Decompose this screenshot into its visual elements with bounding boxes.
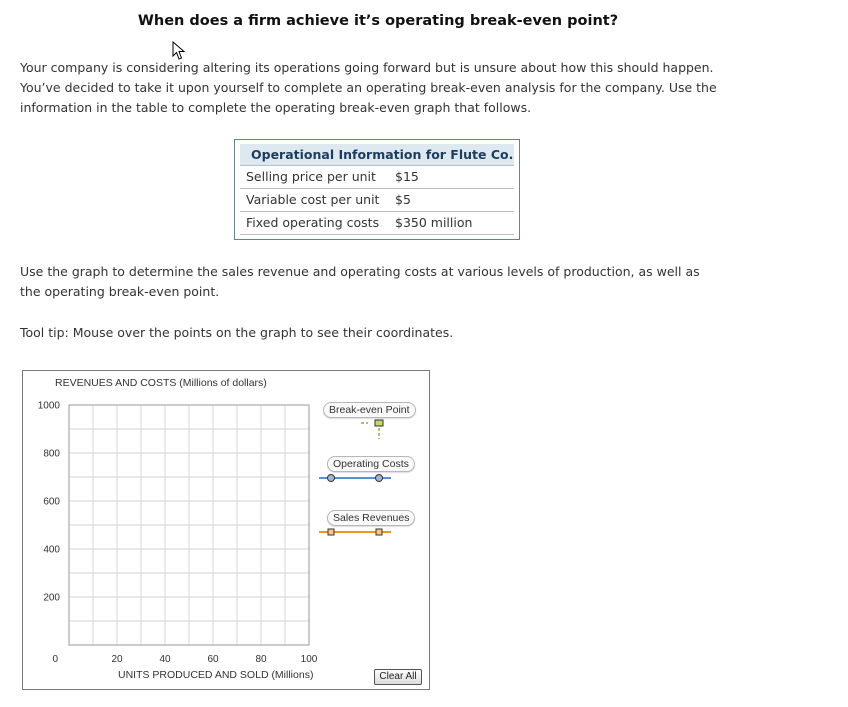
instructions-paragraph: Use the graph to determine the sales revenue and operating costs at various levels of production, as well as the operating break-even point. [20,264,700,299]
x-tick-label: 80 [255,654,267,665]
break-even-graph [22,370,430,690]
x-axis-label: UNITS PRODUCED AND SOLD (Millions) [118,669,314,681]
break-even-marker[interactable] [375,420,383,426]
x-tick-label: 40 [159,654,171,665]
table-header: Operational Information for Flute Co. [240,144,514,166]
intro-paragraph: Your company is considering altering its operations going forward but is unsure about how this should happen. You’ve decided to take it upon yourself to complete an operating break-even analysis for the company. Use the information in the table to complete the operating break-even graph that follows. [20,60,717,115]
legend-sales-revenues-label: Sales Revenues [327,510,415,526]
row-value: $350 million [395,215,473,230]
table-row [240,189,514,212]
row-label: Selling price per unit [246,169,376,184]
row-label: Variable cost per unit [246,192,380,207]
x-tick-label: 20 [111,654,123,665]
page-title: When does a firm achieve it’s operating break-even point? [137,13,619,29]
operating-costs-tool[interactable] [316,471,396,485]
origin-label: 0 [52,654,58,665]
y-tick-label: 400 [43,544,60,556]
y-tick-label: 1000 [37,400,60,412]
row-label: Fixed operating costs [246,215,380,230]
sales-revenues-point-start[interactable] [328,529,334,535]
operational-info-table [234,139,520,240]
sales-revenues-tool[interactable] [316,525,396,539]
clear-all-button[interactable]: Clear All [374,669,422,685]
operating-costs-point-end[interactable] [376,475,383,482]
table-row [240,212,514,235]
legend-break-even-label: Break-even Point [323,402,416,418]
sales-revenues-point-end[interactable] [376,529,382,535]
table-row [240,166,514,189]
x-tick-label: 60 [207,654,219,665]
y-tick-label: 200 [43,592,60,604]
row-value: $5 [395,192,411,207]
row-value: $15 [395,169,419,184]
operating-costs-point-start[interactable] [328,475,335,482]
break-even-point-tool[interactable] [353,417,393,445]
y-axis-label: REVENUES AND COSTS (Millions of dollars) [55,377,267,389]
x-tick-label: 100 [300,654,318,665]
y-tick-label: 800 [43,448,60,460]
y-tick-label: 600 [43,496,60,508]
tooltip-note: Tool tip: Mouse over the points on the graph to see their coordinates. [20,325,454,340]
legend-operating-costs-label: Operating Costs [327,456,415,472]
